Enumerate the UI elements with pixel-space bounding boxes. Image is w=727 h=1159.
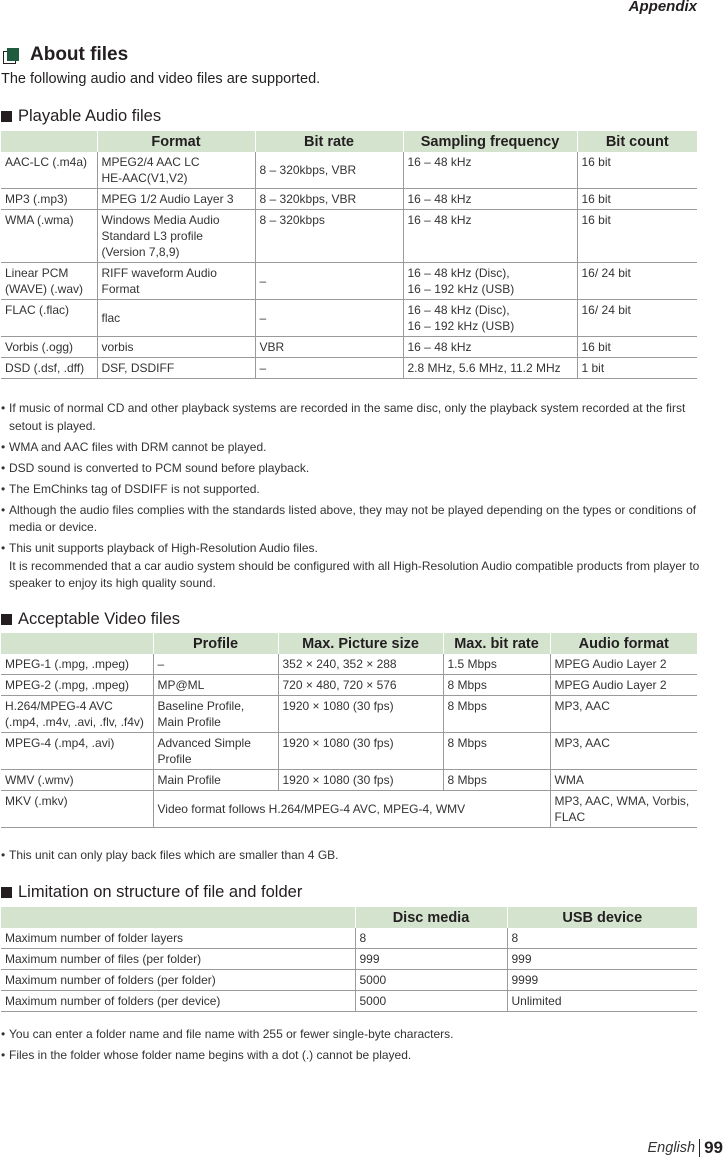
- audio-cell: 16 bit: [577, 152, 697, 189]
- audio-cell: 8 – 320kbps, VBR: [255, 189, 403, 210]
- limits-cell: Maximum number of folders (per device): [1, 991, 355, 1012]
- limits-cell: 8: [355, 928, 507, 949]
- audio-col-header: Format: [97, 131, 255, 152]
- limits-table: [1, 907, 697, 1012]
- audio-cell: RIFF waveform Audio Format: [97, 263, 255, 300]
- limits-cell: Maximum number of files (per folder): [1, 949, 355, 970]
- video-cell: WMV (.wmv): [1, 770, 153, 791]
- limits-cell: 5000: [355, 970, 507, 991]
- audio-note: • This unit supports playback of High-Resolution Audio files. It is recommended that a car audio system should be configured with all High-Resolution Audio compatible products from player to speaker to enjoy its high quality sound.: [1, 540, 701, 593]
- video-cell: 8 Mbps: [443, 733, 550, 770]
- video-cell: 8 Mbps: [443, 675, 550, 696]
- video-cell: MP@ML: [153, 675, 278, 696]
- audio-cell: 2.8 MHz, 5.6 MHz, 11.2 MHz: [403, 358, 577, 379]
- limits-cell: 5000: [355, 991, 507, 1012]
- video-cell: 1920 × 1080 (30 fps): [278, 696, 443, 733]
- video-col-header: Audio format: [550, 633, 697, 654]
- audio-row: [1, 263, 697, 300]
- square-bullet-icon: [1, 614, 12, 625]
- audio-cell: –: [255, 358, 403, 379]
- audio-cell: flac: [97, 300, 255, 337]
- audio-row: [1, 358, 697, 379]
- audio-cell: VBR: [255, 337, 403, 358]
- video-row: [1, 791, 697, 828]
- video-col-header: Max. Picture size: [278, 633, 443, 654]
- limits-cell: 8: [507, 928, 697, 949]
- audio-cell: 1 bit: [577, 358, 697, 379]
- video-table: [1, 633, 697, 828]
- audio-cell: vorbis: [97, 337, 255, 358]
- square-bullet-icon: [1, 111, 12, 122]
- video-cell: 8 Mbps: [443, 770, 550, 791]
- audio-row: [1, 337, 697, 358]
- audio-cell: WMA (.wma): [1, 210, 97, 263]
- limits-note: • Files in the folder whose folder name begins with a dot (.) cannot be played.: [1, 1047, 701, 1065]
- audio-col-header: Bit count: [577, 131, 697, 152]
- page-title: About files: [30, 44, 129, 65]
- audio-cell: 16 – 48 kHz (Disc), 16 – 192 kHz (USB): [403, 300, 577, 337]
- video-cell: 1.5 Mbps: [443, 654, 550, 675]
- audio-cell: 16 – 48 kHz (Disc), 16 – 192 kHz (USB): [403, 263, 577, 300]
- audio-row: [1, 210, 697, 263]
- video-cell: 1920 × 1080 (30 fps): [278, 770, 443, 791]
- limits-cell: Maximum number of folder layers: [1, 928, 355, 949]
- video-cell: MP3, AAC, WMA, Vorbis, FLAC: [550, 791, 697, 828]
- video-merged-cell: Video format follows H.264/MPEG-4 AVC, MPEG-4, WMV: [153, 791, 550, 828]
- video-cell: WMA: [550, 770, 697, 791]
- video-cell: –: [153, 654, 278, 675]
- audio-cell: Vorbis (.ogg): [1, 337, 97, 358]
- audio-cell: –: [255, 263, 403, 300]
- audio-cell: MP3 (.mp3): [1, 189, 97, 210]
- audio-notes: [1, 400, 701, 596]
- limits-table-body: [1, 928, 697, 1012]
- video-cell: 352 × 240, 352 × 288: [278, 654, 443, 675]
- audio-note: • Although the audio files complies with the standards listed above, they may not be played depending on the types or conditions of media or device.: [1, 502, 701, 537]
- video-cell: MPEG Audio Layer 2: [550, 654, 697, 675]
- audio-cell: FLAC (.flac): [1, 300, 97, 337]
- audio-table-body: [1, 152, 697, 379]
- page-footer: [648, 1138, 723, 1158]
- limits-row: [1, 949, 697, 970]
- video-col-header: Max. bit rate: [443, 633, 550, 654]
- limits-row: [1, 970, 697, 991]
- audio-cell: 16 bit: [577, 189, 697, 210]
- audio-note: • DSD sound is converted to PCM sound before playback.: [1, 460, 701, 478]
- video-cell: Main Profile: [153, 770, 278, 791]
- audio-cell: 16 – 48 kHz: [403, 189, 577, 210]
- audio-cell: 16 – 48 kHz: [403, 152, 577, 189]
- video-cell: MPEG Audio Layer 2: [550, 675, 697, 696]
- audio-cell: Linear PCM (WAVE) (.wav): [1, 263, 97, 300]
- limits-row: [1, 991, 697, 1012]
- section-title: [3, 44, 128, 66]
- video-cell: H.264/MPEG-4 AVC (.mp4, .m4v, .avi, .flv, .f4v): [1, 696, 153, 733]
- audio-cell: MPEG 1/2 Audio Layer 3: [97, 189, 255, 210]
- audio-cell: 16 bit: [577, 210, 697, 263]
- video-cell: MP3, AAC: [550, 696, 697, 733]
- audio-cell: 8 – 320kbps, VBR: [255, 152, 403, 189]
- limits-col-header: Disc media: [355, 907, 507, 928]
- audio-cell: –: [255, 300, 403, 337]
- audio-row: [1, 300, 697, 337]
- audio-cell: 16 – 48 kHz: [403, 337, 577, 358]
- page-header-section: Appendix: [628, 0, 697, 15]
- video-cell: MPEG-1 (.mpg, .mpeg): [1, 654, 153, 675]
- limits-heading: Limitation on structure of file and folder: [1, 883, 302, 902]
- audio-row: [1, 189, 697, 210]
- audio-cell: 8 – 320kbps: [255, 210, 403, 263]
- limits-cell: 999: [507, 949, 697, 970]
- video-cell: 8 Mbps: [443, 696, 550, 733]
- audio-cell: 16 – 48 kHz: [403, 210, 577, 263]
- limits-cell: Maximum number of folders (per folder): [1, 970, 355, 991]
- audio-cell: Windows Media Audio Standard L3 profile (Version 7,8,9): [97, 210, 255, 263]
- audio-note: • The EmChinks tag of DSDIFF is not supported.: [1, 481, 701, 499]
- audio-col-header: [1, 131, 97, 152]
- video-col-header: Profile: [153, 633, 278, 654]
- audio-cell: DSF, DSDIFF: [97, 358, 255, 379]
- video-cell: MPEG-2 (.mpg, .mpeg): [1, 675, 153, 696]
- limits-cell: Unlimited: [507, 991, 697, 1012]
- video-row: [1, 654, 697, 675]
- video-row: [1, 770, 697, 791]
- video-cell: 720 × 480, 720 × 576: [278, 675, 443, 696]
- audio-cell: 16/ 24 bit: [577, 263, 697, 300]
- audio-row: [1, 152, 697, 189]
- page-number: 99: [704, 1138, 723, 1157]
- audio-cell: AAC-LC (.m4a): [1, 152, 97, 189]
- footer-language: English: [647, 1140, 696, 1156]
- audio-cell: DSD (.dsf, .dff): [1, 358, 97, 379]
- limits-row: [1, 928, 697, 949]
- limits-col-header: USB device: [507, 907, 697, 928]
- video-table-body: [1, 654, 697, 828]
- section-marker-icon: [3, 48, 18, 63]
- square-bullet-icon: [1, 887, 12, 898]
- video-row: [1, 733, 697, 770]
- video-note: • This unit can only play back files which are smaller than 4 GB.: [1, 847, 701, 865]
- video-cell: Advanced Simple Profile: [153, 733, 278, 770]
- limits-col-header: [1, 907, 355, 928]
- video-notes: [1, 847, 701, 868]
- audio-cell: MPEG2/4 AAC LC HE-AAC(V1,V2): [97, 152, 255, 189]
- footer-divider: [699, 1139, 700, 1157]
- audio-note: • If music of normal CD and other playback systems are recorded in the same disc, only the playback system recorded at the first setout is played.: [1, 400, 701, 435]
- video-row: [1, 675, 697, 696]
- audio-col-header: Sampling frequency: [403, 131, 577, 152]
- audio-cell: 16 bit: [577, 337, 697, 358]
- limits-cell: 999: [355, 949, 507, 970]
- video-heading: Acceptable Video files: [1, 610, 180, 629]
- video-col-header: [1, 633, 153, 654]
- audio-heading: Playable Audio files: [1, 107, 161, 126]
- video-cell: 1920 × 1080 (30 fps): [278, 733, 443, 770]
- limits-notes: [1, 1026, 701, 1068]
- video-cell: MKV (.mkv): [1, 791, 153, 828]
- video-row: [1, 696, 697, 733]
- video-cell: MP3, AAC: [550, 733, 697, 770]
- video-cell: Baseline Profile, Main Profile: [153, 696, 278, 733]
- intro-text: The following audio and video files are supported.: [1, 71, 321, 87]
- limits-cell: 9999: [507, 970, 697, 991]
- audio-cell: 16/ 24 bit: [577, 300, 697, 337]
- audio-col-header: Bit rate: [255, 131, 403, 152]
- video-cell: MPEG-4 (.mp4, .avi): [1, 733, 153, 770]
- audio-note: • WMA and AAC files with DRM cannot be played.: [1, 439, 701, 457]
- limits-note: • You can enter a folder name and file name with 255 or fewer single-byte characters.: [1, 1026, 701, 1044]
- audio-table: [1, 131, 697, 379]
